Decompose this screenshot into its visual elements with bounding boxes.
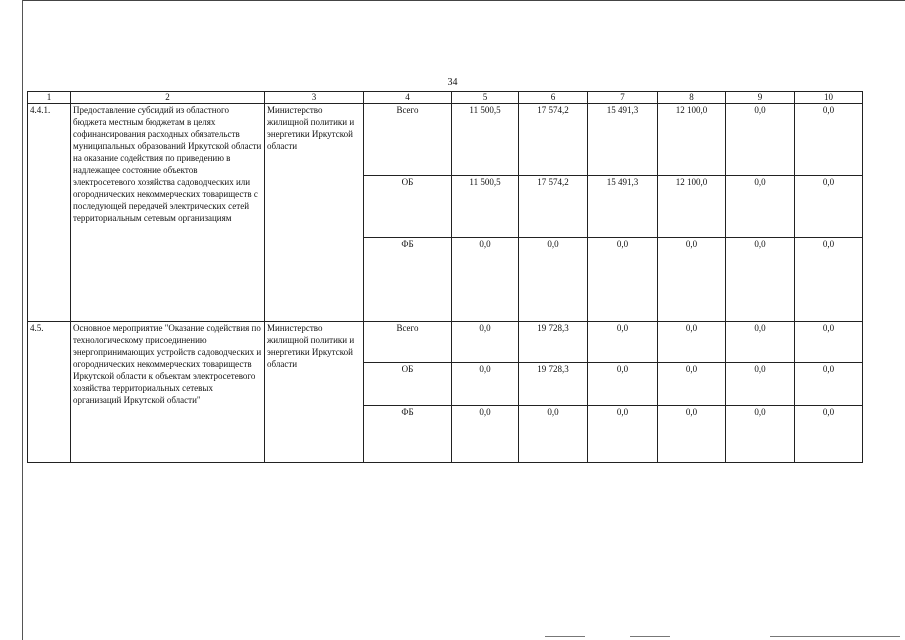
scan-artifact-line	[545, 636, 585, 637]
scan-border-top	[22, 0, 905, 3]
value-cell: 0,0	[726, 322, 795, 363]
funding-source: ОБ	[364, 176, 452, 238]
value-cell: 0,0	[658, 363, 726, 406]
row-executor: Министерство жилищной политики и энергетики Иркутской области	[265, 104, 364, 322]
value-cell: 19 728,3	[519, 322, 588, 363]
funding-source: ОБ	[364, 363, 452, 406]
funding-source: Всего	[364, 104, 452, 176]
value-cell: 0,0	[519, 238, 588, 322]
row-executor: Министерство жилищной политики и энергетики Иркутской области	[265, 322, 364, 463]
funding-source: ФБ	[364, 406, 452, 463]
value-cell: 11 500,5	[452, 176, 519, 238]
value-cell: 0,0	[452, 322, 519, 363]
column-header: 3	[265, 92, 364, 104]
column-header: 1	[28, 92, 71, 104]
funding-source: Всего	[364, 322, 452, 363]
funding-source: ФБ	[364, 238, 452, 322]
scan-artifact-line	[630, 636, 670, 637]
value-cell: 0,0	[588, 363, 658, 406]
value-cell: 0,0	[795, 176, 863, 238]
table-row	[28, 104, 863, 176]
value-cell: 19 728,3	[519, 363, 588, 406]
value-cell: 0,0	[519, 406, 588, 463]
value-cell: 17 574,2	[519, 176, 588, 238]
column-header: 10	[795, 92, 863, 104]
value-cell: 15 491,3	[588, 104, 658, 176]
table-row	[28, 322, 863, 363]
scan-border-left	[22, 0, 23, 640]
column-header: 9	[726, 92, 795, 104]
value-cell: 17 574,2	[519, 104, 588, 176]
value-cell: 0,0	[726, 238, 795, 322]
scan-artifact-line	[770, 636, 900, 637]
value-cell: 11 500,5	[452, 104, 519, 176]
value-cell: 0,0	[726, 363, 795, 406]
value-cell: 0,0	[795, 322, 863, 363]
value-cell: 0,0	[795, 104, 863, 176]
column-header: 6	[519, 92, 588, 104]
value-cell: 0,0	[588, 238, 658, 322]
column-header: 5	[452, 92, 519, 104]
value-cell: 0,0	[588, 322, 658, 363]
row-code: 4.4.1.	[28, 104, 71, 322]
value-cell: 12 100,0	[658, 176, 726, 238]
value-cell: 0,0	[588, 406, 658, 463]
value-cell: 0,0	[726, 104, 795, 176]
column-header: 8	[658, 92, 726, 104]
column-header: 7	[588, 92, 658, 104]
row-description: Основное мероприятие "Оказание содействия по технологическому присоединению энергопринимающих устройств садоводческих и огороднических некоммерческих товариществ Иркутской области к объектам электросетевого хозяйства территориальных сетевых организаций Иркутской области"	[71, 322, 265, 463]
value-cell: 0,0	[726, 406, 795, 463]
column-header: 4	[364, 92, 452, 104]
value-cell: 0,0	[658, 322, 726, 363]
value-cell: 15 491,3	[588, 176, 658, 238]
budget-table	[27, 91, 863, 463]
value-cell: 0,0	[658, 406, 726, 463]
value-cell: 12 100,0	[658, 104, 726, 176]
value-cell: 0,0	[658, 238, 726, 322]
row-code: 4.5.	[28, 322, 71, 463]
value-cell: 0,0	[726, 176, 795, 238]
row-description: Предоставление субсидий из областного бюджета местным бюджетам в целях софинансирования расходных обязательств муниципальных образований Иркутской области на оказание содействия по приведению в надлежащее состояние объектов электросетевого хозяйства садоводческих или огороднических некоммерческих товариществ с последующей передачей электрических сетей территориальным сетевым организациям	[71, 104, 265, 322]
value-cell: 0,0	[795, 363, 863, 406]
value-cell: 0,0	[452, 406, 519, 463]
column-header: 2	[71, 92, 265, 104]
value-cell: 0,0	[452, 363, 519, 406]
value-cell: 0,0	[795, 406, 863, 463]
value-cell: 0,0	[795, 238, 863, 322]
value-cell: 0,0	[452, 238, 519, 322]
column-numbers-row	[28, 92, 863, 104]
page-number: 34	[447, 77, 458, 88]
